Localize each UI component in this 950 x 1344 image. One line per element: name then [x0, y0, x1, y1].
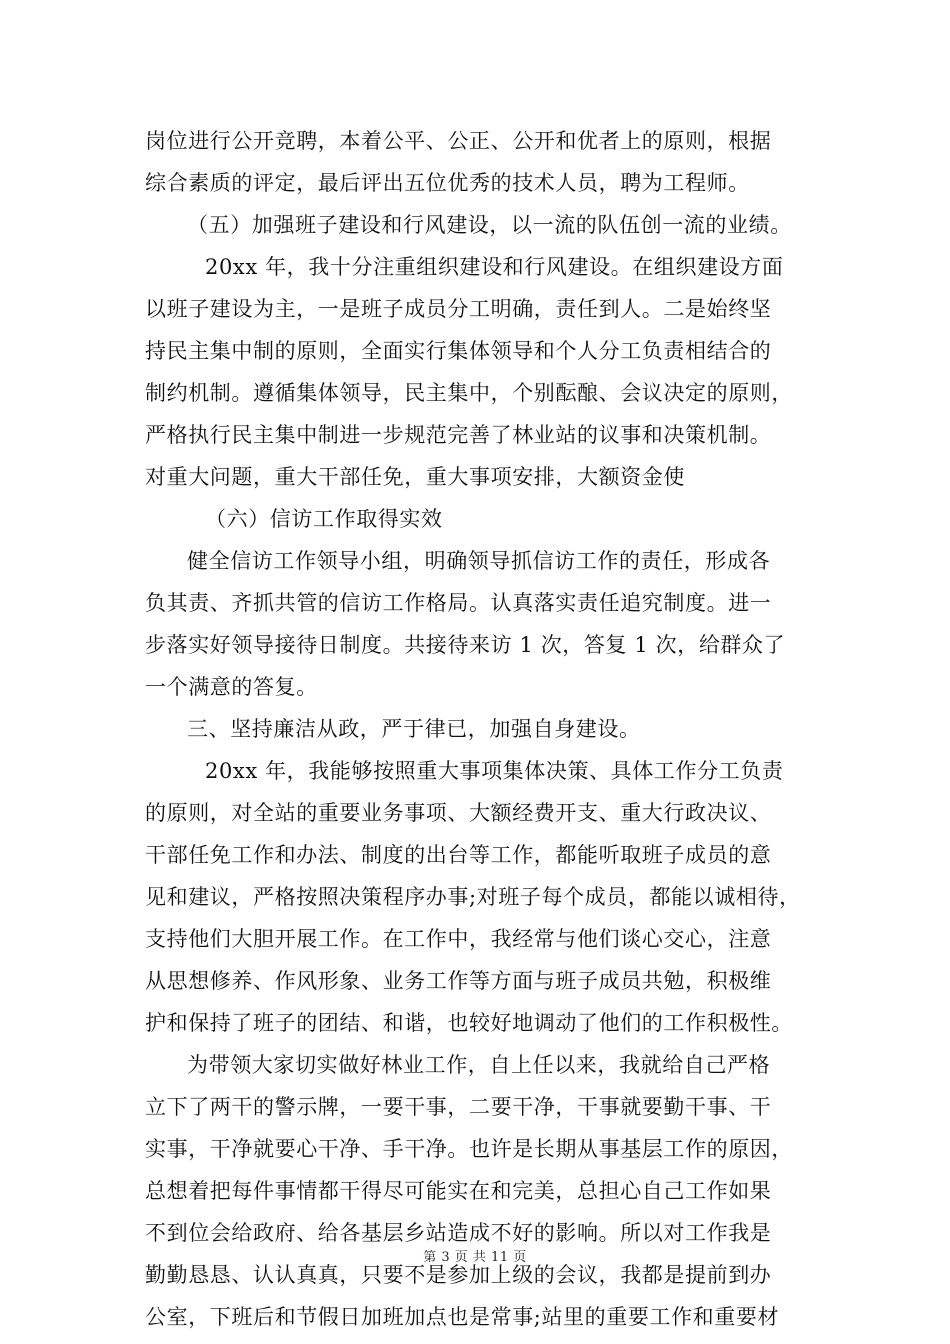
text-line: 不到位会给政府、给各基层乡站造成不好的影响。所以对工作我是 [145, 1221, 772, 1245]
text-line: 对重大问题，重大干部任免，重大事项安排，大额资金使 [145, 465, 685, 489]
text-line: 综合素质的评定，最后评出五位优秀的技术人员，聘为工程师。 [145, 171, 750, 195]
text-line: 见和建议，严格按照决策程序办事;对班子每个成员，都能以诚相待， [145, 885, 801, 909]
text-line: 20xx 年，我能够按照重大事项集体决策、具体工作分工负责 [205, 759, 784, 783]
text-line: 负其责、齐抓共管的信访工作格局。认真落实责任追究制度。进一 [145, 591, 772, 615]
text-line: 支持他们大胆开展工作。在工作中，我经常与他们谈心交心，注意 [145, 927, 772, 951]
text-line: 健全信访工作领导小组，明确领导抓信访工作的责任，形成各 [187, 549, 771, 573]
text-line: 实事，干净就要心干净、手干净。也许是长期从事基层工作的原因， [145, 1137, 793, 1161]
text-line: 步落实好领导接待日制度。共接待来访 1 次，答复 1 次，给群众了 [145, 633, 786, 657]
text-line: 制约机制。遵循集体领导，民主集中，个别酝酿、会议决定的原则， [145, 381, 793, 405]
text-line: 立下了两干的警示牌，一要干事，二要干净，干事就要勤干事、干 [145, 1095, 772, 1119]
text-line: 严格执行民主集中制进一步规范完善了林业站的议事和决策机制。 [145, 423, 772, 447]
text-line: 公室，下班后和节假日加班加点也是常事;站里的重要工作和重要材 [145, 1305, 780, 1329]
text-line: 一个满意的答复。 [145, 675, 318, 699]
document-body [145, 120, 817, 1338]
section-heading: （六）信访工作取得实效 [205, 507, 443, 531]
section-heading: 三、坚持廉洁从政，严于律已，加强自身建设。 [187, 717, 641, 741]
text-line: 从思想修养、作风形象、业务工作等方面与班子成员共勉，积极维 [145, 969, 772, 993]
section-heading: （五）加强班子建设和行风建设，以一流的队伍创一流的业绩。 [187, 213, 792, 237]
text-line: 勤勤恳恳、认认真真，只要不是参加上级的会议，我都是提前到办 [145, 1263, 772, 1287]
text-line: 20xx 年，我十分注重组织建设和行风建设。在组织建设方面 [205, 255, 784, 279]
text-line: 岗位进行公开竞聘，本着公平、公正、公开和优者上的原则，根据 [145, 129, 772, 153]
text-line: 护和保持了班子的团结、和谐，也较好地调动了他们的工作积极性。 [145, 1011, 793, 1035]
text-line: 以班子建设为主，一是班子成员分工明确，责任到人。二是始终坚 [145, 297, 772, 321]
text-line: 为带领大家切实做好林业工作，自上任以来，我就给自己严格 [187, 1053, 771, 1077]
text-line: 的原则，对全站的重要业务事项、大额经费开支、重大行政决议、 [145, 801, 772, 825]
text-line: 干部任免工作和办法、制度的出台等工作，都能听取班子成员的意 [145, 843, 772, 867]
text-line: 持民主集中制的原则，全面实行集体领导和个人分工负责相结合的 [145, 339, 772, 363]
page-number: 第 3 页 共 11 页 [423, 1250, 527, 1265]
text-line: 总想着把每件事情都干得尽可能实在和完美，总担心自己工作如果 [145, 1179, 772, 1203]
